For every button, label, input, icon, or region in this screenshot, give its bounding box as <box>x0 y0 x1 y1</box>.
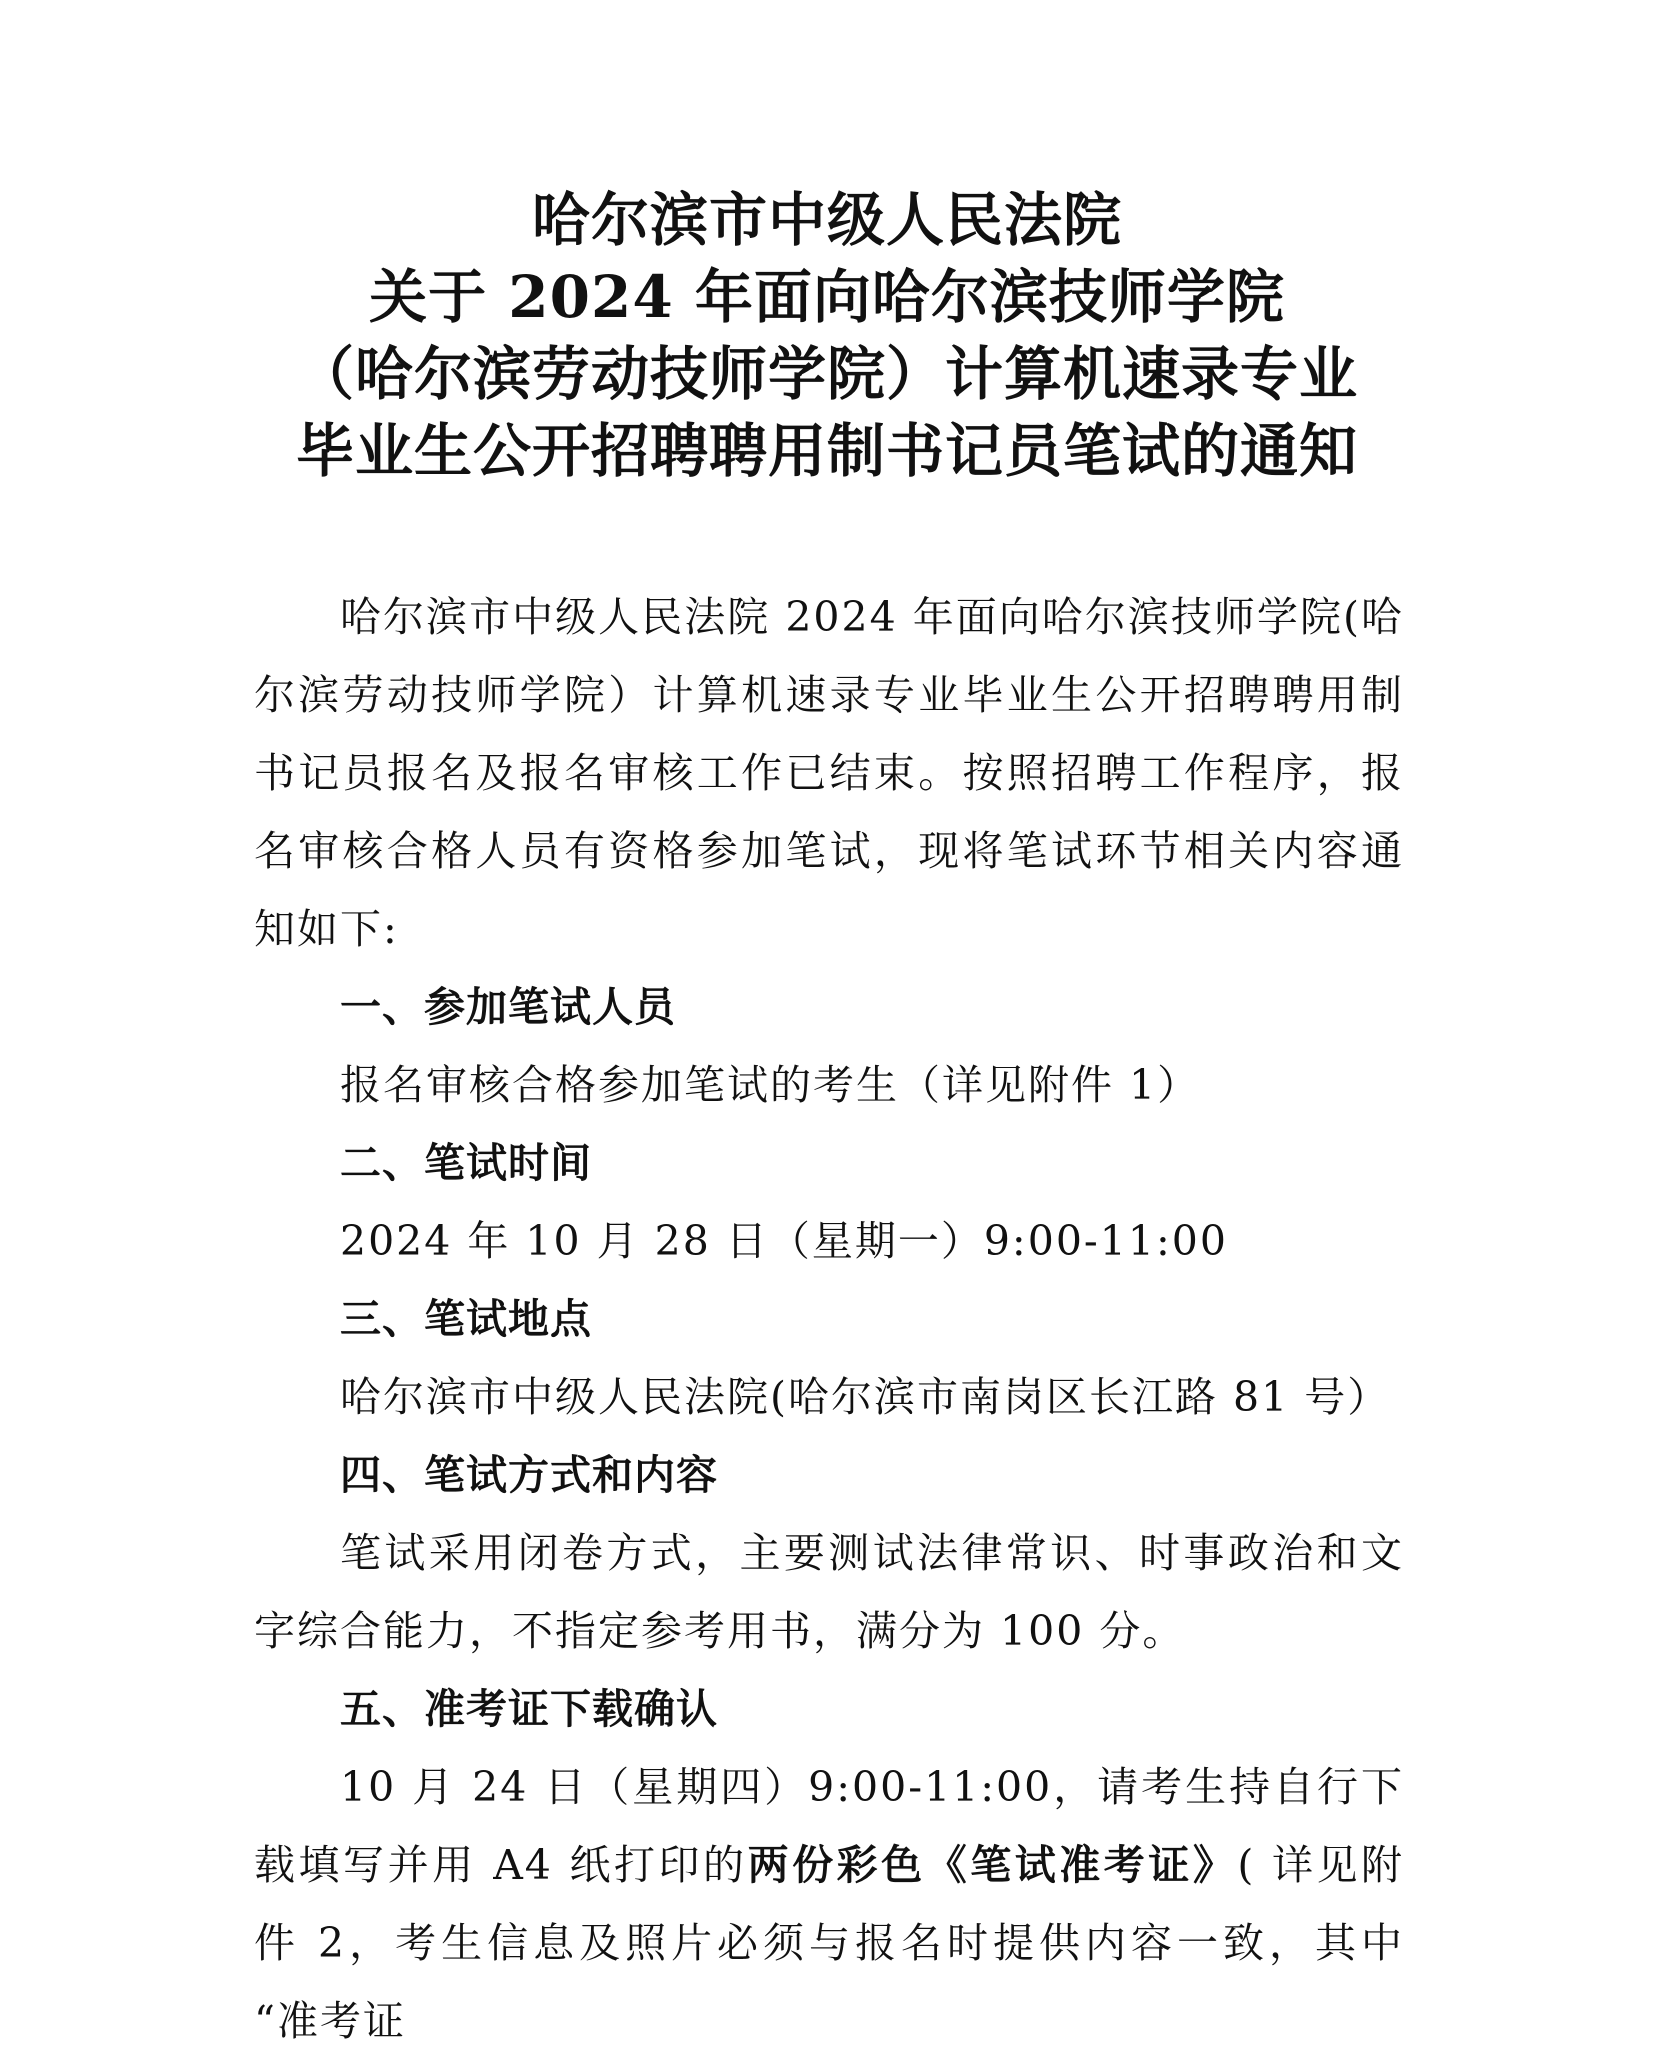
section-3-heading: 三、笔试地点 <box>340 1295 592 1343</box>
section-5-text-after: ( 详见附件 2，考生信息及照片必须与报名时提供内容一致，其中 “准考证 <box>254 1841 1405 2045</box>
title-line-3: （哈尔滨劳动技师学院）计算机速录专业 <box>295 340 1358 408</box>
section-2-text: 2024 年 10 月 28 日（星期一）9:00-11:00 <box>340 1217 1228 1265</box>
section-5-text <box>254 1748 1404 2060</box>
section-2-heading: 二、笔试时间 <box>340 1139 592 1187</box>
title-line-1: 哈尔滨市中级人民法院 <box>531 186 1122 254</box>
section-5-heading: 五、准考证下载确认 <box>340 1685 718 1733</box>
section-4-heading: 四、笔试方式和内容 <box>340 1451 718 1499</box>
section-1-text: 报名审核合格参加笔试的考生（详见附件 1） <box>340 1061 1201 1109</box>
section-4-text: 笔试采用闭卷方式，主要测试法律常识、时事政治和文字综合能力，不指定参考用书，满分为 100 分。 <box>254 1529 1404 1655</box>
document-title <box>200 182 1454 490</box>
document-body <box>254 578 1404 2060</box>
title-line-4: 毕业生公开招聘聘用制书记员笔试的通知 <box>295 417 1358 485</box>
intro-paragraph: 哈尔滨市中级人民法院 2024 年面向哈尔滨技师学院(哈尔滨劳动技师学院）计算机速录专业毕业生公开招聘聘用制书记员报名及报名审核工作已结束。按照招聘工作程序，报名审核合格人员有资格参加笔试，现将笔试环节相关内容通知如下: <box>254 593 1404 953</box>
section-1-heading: 一、参加笔试人员 <box>340 983 676 1031</box>
title-line-2: 关于 2024 年面向哈尔滨技师学院 <box>369 263 1285 331</box>
section-3-text: 哈尔滨市中级人民法院(哈尔滨市南岗区长江路 81 号） <box>340 1373 1391 1421</box>
section-5-text-before: 10 月 24 日（星期四）9:00-11:00，请考生持自行下载填写并用 A4 纸打印的 <box>254 1763 1404 1889</box>
section-5-text-bold: 两份彩色《笔试准考证》 <box>747 1841 1238 1889</box>
